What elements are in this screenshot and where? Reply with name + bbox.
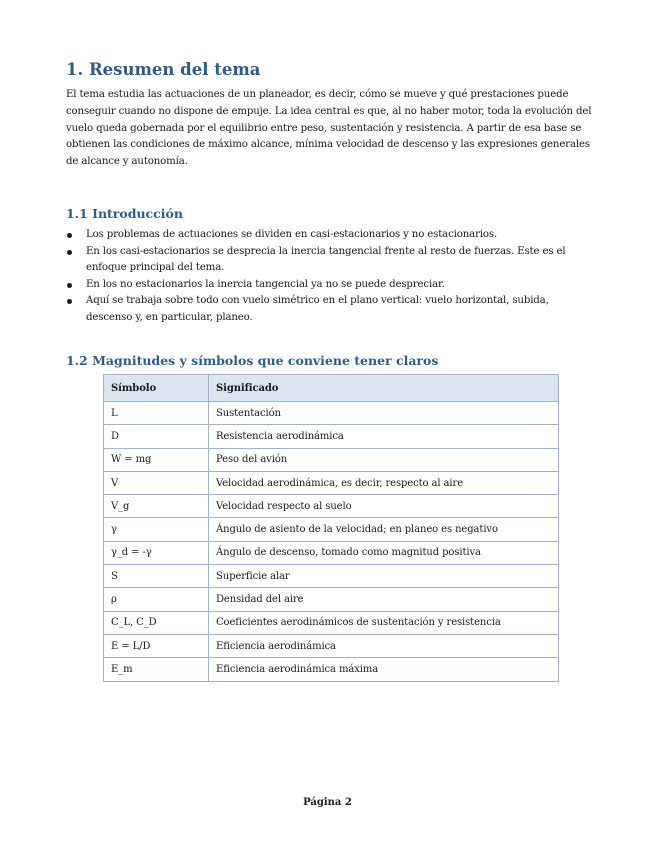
symbol-cell: D	[104, 425, 209, 448]
symbol-cell: γ	[104, 518, 209, 541]
symbol-cell: S	[104, 565, 209, 588]
meaning-cell: Peso del avión	[209, 448, 559, 471]
intro-paragraph: El tema estudia las actuaciones de un planeador, es decir, cómo se mueve y qué prestaciones puede conseguir cuando no dispone de empuje. La idea central es que, al no haber motor, toda la evolución del vuelo queda gobernada por el equilibrio entre peso, sustentación y resistencia. A partir de esa base se obtienen las condiciones de máximo alcance, mínima velocidad de descenso y las expresiones generales de alcance y autonomía.	[66, 89, 592, 168]
list-item	[66, 277, 596, 294]
list-item	[66, 293, 596, 326]
list-item	[66, 227, 596, 244]
table-row	[104, 448, 559, 471]
meaning-cell: Velocidad aerodinámica, es decir, respecto al aire	[209, 471, 559, 494]
symbol-cell: C_L, C_D	[104, 611, 209, 634]
table-row	[104, 658, 559, 681]
meaning-cell: Eficiencia aerodinámica máxima	[209, 658, 559, 681]
list-item-text: En los no estacionarios la inercia tangencial ya no se puede despreciar.	[86, 278, 445, 290]
table-row	[104, 611, 559, 634]
meaning-cell: Coeficientes aerodinámicos de sustentación y resistencia	[209, 611, 559, 634]
list-item	[66, 244, 596, 277]
symbol-cell: E_m	[104, 658, 209, 681]
table-row	[104, 518, 559, 541]
subsection-title-introduccion: 1.1 Introducción	[66, 206, 183, 221]
section-title: 1. Resumen del tema	[66, 60, 261, 79]
meaning-cell: Sustentación	[209, 402, 559, 425]
meaning-cell: Superficie alar	[209, 565, 559, 588]
list-item-text: Aquí se trabaja sobre todo con vuelo simétrico en el plano vertical: vuelo horizontal, subida, descenso y, en particular, planeo.	[86, 295, 549, 323]
bullet-icon	[67, 299, 72, 304]
meaning-cell: Ángulo de asiento de la velocidad; en planeo es negativo	[209, 518, 559, 541]
symbol-cell: ρ	[104, 588, 209, 611]
table-row	[104, 402, 559, 425]
table-row	[104, 471, 559, 494]
meaning-cell: Densidad del aire	[209, 588, 559, 611]
symbol-cell: E = L/D	[104, 634, 209, 657]
meaning-cell: Ángulo de descenso, tomado como magnitud positiva	[209, 541, 559, 564]
table-row	[104, 588, 559, 611]
meaning-cell: Eficiencia aerodinámica	[209, 634, 559, 657]
bullet-icon	[67, 233, 72, 238]
table-row	[104, 495, 559, 518]
meaning-cell: Velocidad respecto al suelo	[209, 495, 559, 518]
page-number: Página 2	[303, 797, 352, 808]
table-header-row	[104, 375, 559, 402]
list-item-text: Los problemas de actuaciones se dividen en casi-estacionarios y no estacionarios.	[86, 229, 498, 240]
symbol-cell: V	[104, 471, 209, 494]
table-row	[104, 634, 559, 657]
subsection-title-magnitudes: 1.2 Magnitudes y símbolos que conviene tener claros	[66, 353, 439, 368]
bullet-icon	[67, 283, 72, 288]
symbols-table	[103, 374, 559, 682]
symbol-cell: W = mg	[104, 448, 209, 471]
table-row	[104, 565, 559, 588]
symbol-cell: L	[104, 402, 209, 425]
meaning-cell: Resistencia aerodinámica	[209, 425, 559, 448]
bullet-list	[66, 227, 596, 326]
list-item-text: En los casi-estacionarios se desprecia la inercia tangencial frente al resto de fuerzas. Este es el enfoque principal del tema.	[86, 245, 566, 273]
symbol-cell: γ_d = -γ	[104, 541, 209, 564]
bullet-icon	[67, 250, 72, 255]
table-row	[104, 425, 559, 448]
table-row	[104, 541, 559, 564]
column-header-symbol: Símbolo	[104, 375, 209, 402]
symbol-cell: V_g	[104, 495, 209, 518]
column-header-meaning: Significado	[209, 375, 559, 402]
